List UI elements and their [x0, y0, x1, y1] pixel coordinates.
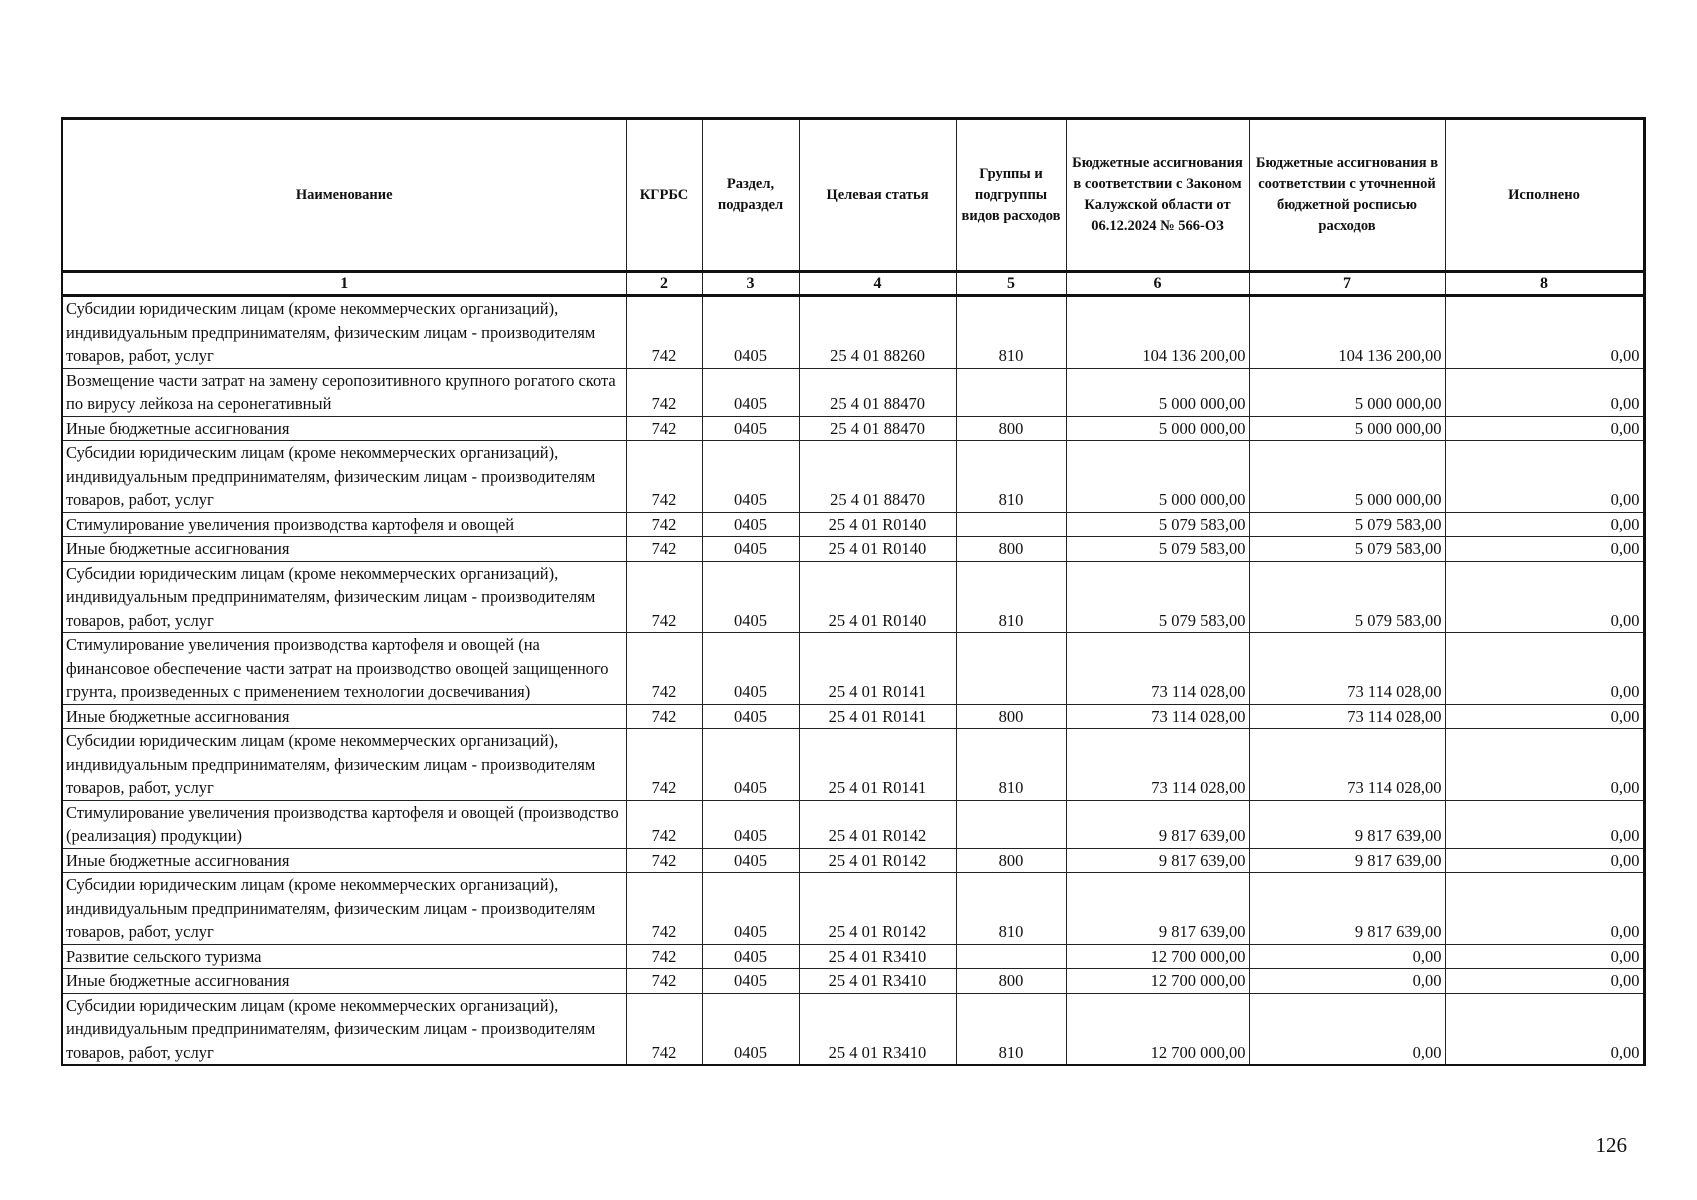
cell-executed-amount: 0,00	[1445, 873, 1644, 945]
header-section: Раздел, подраздел	[702, 119, 799, 272]
table-row	[62, 729, 1644, 801]
cell-refined-amount: 5 000 000,00	[1249, 416, 1445, 441]
column-number: 6	[1066, 272, 1249, 296]
cell-section: 0405	[702, 800, 799, 848]
cell-target: 25 4 01 R0140	[799, 512, 956, 537]
cell-name: Иные бюджетные ассигнования	[62, 416, 626, 441]
cell-law-amount: 5 079 583,00	[1066, 561, 1249, 633]
cell-target: 25 4 01 88470	[799, 441, 956, 513]
header-kgrbs: КГРБС	[626, 119, 702, 272]
table-row	[62, 512, 1644, 537]
table-row	[62, 969, 1644, 994]
cell-executed-amount: 0,00	[1445, 633, 1644, 705]
cell-name: Субсидии юридическим лицам (кроме некоммерческих организаций), индивидуальным предпринимателям, физическим лицам - производителям товаров, работ, услуг	[62, 296, 626, 369]
cell-section: 0405	[702, 368, 799, 416]
cell-executed-amount: 0,00	[1445, 296, 1644, 369]
cell-kgrbs: 742	[626, 416, 702, 441]
cell-executed-amount: 0,00	[1445, 993, 1644, 1065]
cell-name: Субсидии юридическим лицам (кроме некоммерческих организаций), индивидуальным предпринимателям, физическим лицам - производителям товаров, работ, услуг	[62, 441, 626, 513]
cell-target: 25 4 01 88260	[799, 296, 956, 369]
cell-refined-amount: 0,00	[1249, 993, 1445, 1065]
cell-refined-amount: 104 136 200,00	[1249, 296, 1445, 369]
cell-section: 0405	[702, 704, 799, 729]
cell-target: 25 4 01 R0142	[799, 848, 956, 873]
cell-group	[956, 800, 1066, 848]
column-number: 2	[626, 272, 702, 296]
cell-section: 0405	[702, 561, 799, 633]
cell-refined-amount: 9 817 639,00	[1249, 848, 1445, 873]
column-number: 3	[702, 272, 799, 296]
cell-section: 0405	[702, 633, 799, 705]
cell-target: 25 4 01 R0141	[799, 633, 956, 705]
cell-kgrbs: 742	[626, 993, 702, 1065]
cell-executed-amount: 0,00	[1445, 512, 1644, 537]
table-row	[62, 296, 1644, 369]
cell-law-amount: 5 000 000,00	[1066, 368, 1249, 416]
cell-name: Иные бюджетные ассигнования	[62, 848, 626, 873]
header-group: Группы и подгруппы видов расходов	[956, 119, 1066, 272]
cell-law-amount: 5 000 000,00	[1066, 416, 1249, 441]
cell-executed-amount: 0,00	[1445, 441, 1644, 513]
cell-kgrbs: 742	[626, 969, 702, 994]
column-number: 7	[1249, 272, 1445, 296]
cell-name: Стимулирование увеличения производства картофеля и овощей	[62, 512, 626, 537]
cell-refined-amount: 9 817 639,00	[1249, 873, 1445, 945]
page-number: 126	[1595, 1133, 1627, 1157]
cell-refined-amount: 5 000 000,00	[1249, 368, 1445, 416]
cell-name: Возмещение части затрат на замену серопозитивного крупного рогатого скота по вирусу лейкоза на серонегативный	[62, 368, 626, 416]
table-row	[62, 944, 1644, 969]
cell-group: 800	[956, 537, 1066, 562]
cell-kgrbs: 742	[626, 800, 702, 848]
cell-refined-amount: 73 114 028,00	[1249, 704, 1445, 729]
cell-law-amount: 73 114 028,00	[1066, 729, 1249, 801]
cell-refined-amount: 73 114 028,00	[1249, 729, 1445, 801]
cell-kgrbs: 742	[626, 368, 702, 416]
cell-group: 800	[956, 848, 1066, 873]
cell-target: 25 4 01 R3410	[799, 993, 956, 1065]
cell-group: 810	[956, 993, 1066, 1065]
cell-group: 810	[956, 729, 1066, 801]
header-executed: Исполнено	[1445, 119, 1644, 272]
cell-law-amount: 73 114 028,00	[1066, 704, 1249, 729]
cell-kgrbs: 742	[626, 704, 702, 729]
cell-refined-amount: 0,00	[1249, 969, 1445, 994]
cell-law-amount: 5 079 583,00	[1066, 537, 1249, 562]
cell-kgrbs: 742	[626, 512, 702, 537]
cell-kgrbs: 742	[626, 729, 702, 801]
header-refined: Бюджетные ассигнования в соответствии с уточненной бюджетной росписью расходов	[1249, 119, 1445, 272]
table-row	[62, 800, 1644, 848]
cell-group	[956, 944, 1066, 969]
cell-section: 0405	[702, 296, 799, 369]
column-number: 5	[956, 272, 1066, 296]
budget-table	[61, 117, 1646, 1066]
cell-section: 0405	[702, 416, 799, 441]
cell-section: 0405	[702, 873, 799, 945]
cell-kgrbs: 742	[626, 561, 702, 633]
cell-target: 25 4 01 R0142	[799, 873, 956, 945]
cell-section: 0405	[702, 993, 799, 1065]
cell-target: 25 4 01 R0140	[799, 537, 956, 562]
cell-kgrbs: 742	[626, 848, 702, 873]
cell-name: Субсидии юридическим лицам (кроме некоммерческих организаций), индивидуальным предпринимателям, физическим лицам - производителям товаров, работ, услуг	[62, 873, 626, 945]
cell-law-amount: 12 700 000,00	[1066, 993, 1249, 1065]
cell-section: 0405	[702, 512, 799, 537]
cell-target: 25 4 01 88470	[799, 416, 956, 441]
cell-executed-amount: 0,00	[1445, 848, 1644, 873]
cell-target: 25 4 01 R0142	[799, 800, 956, 848]
cell-target: 25 4 01 R0140	[799, 561, 956, 633]
cell-law-amount: 12 700 000,00	[1066, 944, 1249, 969]
cell-name: Стимулирование увеличения производства картофеля и овощей (производство (реализация) продукции)	[62, 800, 626, 848]
cell-section: 0405	[702, 944, 799, 969]
cell-refined-amount: 73 114 028,00	[1249, 633, 1445, 705]
cell-kgrbs: 742	[626, 873, 702, 945]
table-row	[62, 537, 1644, 562]
table-row	[62, 633, 1644, 705]
cell-target: 25 4 01 R3410	[799, 969, 956, 994]
cell-law-amount: 104 136 200,00	[1066, 296, 1249, 369]
cell-refined-amount: 5 079 583,00	[1249, 512, 1445, 537]
header-name: Наименование	[62, 119, 626, 272]
table-row	[62, 848, 1644, 873]
column-number: 4	[799, 272, 956, 296]
cell-group: 810	[956, 561, 1066, 633]
cell-target: 25 4 01 88470	[799, 368, 956, 416]
cell-law-amount: 73 114 028,00	[1066, 633, 1249, 705]
table-column-numbers-row	[62, 272, 1644, 296]
cell-target: 25 4 01 R0141	[799, 704, 956, 729]
cell-target: 25 4 01 R3410	[799, 944, 956, 969]
cell-executed-amount: 0,00	[1445, 537, 1644, 562]
cell-name: Иные бюджетные ассигнования	[62, 537, 626, 562]
cell-executed-amount: 0,00	[1445, 944, 1644, 969]
cell-executed-amount: 0,00	[1445, 729, 1644, 801]
table-row	[62, 704, 1644, 729]
cell-group	[956, 633, 1066, 705]
cell-law-amount: 9 817 639,00	[1066, 848, 1249, 873]
table-body	[62, 296, 1644, 1066]
cell-law-amount: 9 817 639,00	[1066, 800, 1249, 848]
table-row	[62, 441, 1644, 513]
table-row	[62, 873, 1644, 945]
cell-kgrbs: 742	[626, 944, 702, 969]
cell-group: 810	[956, 873, 1066, 945]
cell-name: Субсидии юридическим лицам (кроме некоммерческих организаций), индивидуальным предпринимателям, физическим лицам - производителям товаров, работ, услуг	[62, 729, 626, 801]
cell-executed-amount: 0,00	[1445, 800, 1644, 848]
header-law: Бюджетные ассигнования в соответствии с Законом Калужской области от 06.12.2024 № 566-ОЗ	[1066, 119, 1249, 272]
cell-name: Субсидии юридическим лицам (кроме некоммерческих организаций), индивидуальным предпринимателям, физическим лицам - производителям товаров, работ, услуг	[62, 561, 626, 633]
cell-refined-amount: 9 817 639,00	[1249, 800, 1445, 848]
cell-executed-amount: 0,00	[1445, 561, 1644, 633]
cell-name: Иные бюджетные ассигнования	[62, 969, 626, 994]
cell-kgrbs: 742	[626, 296, 702, 369]
cell-section: 0405	[702, 729, 799, 801]
cell-law-amount: 5 079 583,00	[1066, 512, 1249, 537]
cell-name: Развитие сельского туризма	[62, 944, 626, 969]
cell-refined-amount: 0,00	[1249, 944, 1445, 969]
cell-section: 0405	[702, 441, 799, 513]
cell-group: 800	[956, 416, 1066, 441]
cell-group	[956, 368, 1066, 416]
cell-section: 0405	[702, 969, 799, 994]
cell-section: 0405	[702, 848, 799, 873]
cell-name: Субсидии юридическим лицам (кроме некоммерческих организаций), индивидуальным предпринимателям, физическим лицам - производителям товаров, работ, услуг	[62, 993, 626, 1065]
column-number: 8	[1445, 272, 1644, 296]
table-row	[62, 368, 1644, 416]
cell-law-amount: 9 817 639,00	[1066, 873, 1249, 945]
cell-executed-amount: 0,00	[1445, 368, 1644, 416]
cell-executed-amount: 0,00	[1445, 416, 1644, 441]
cell-group: 810	[956, 441, 1066, 513]
cell-kgrbs: 742	[626, 537, 702, 562]
cell-target: 25 4 01 R0141	[799, 729, 956, 801]
cell-refined-amount: 5 000 000,00	[1249, 441, 1445, 513]
table-header-row	[62, 119, 1644, 272]
cell-group	[956, 512, 1066, 537]
cell-kgrbs: 742	[626, 441, 702, 513]
table-row	[62, 993, 1644, 1065]
table-row	[62, 416, 1644, 441]
header-target: Целевая статья	[799, 119, 956, 272]
cell-refined-amount: 5 079 583,00	[1249, 537, 1445, 562]
cell-group: 810	[956, 296, 1066, 369]
cell-refined-amount: 5 079 583,00	[1249, 561, 1445, 633]
cell-name: Иные бюджетные ассигнования	[62, 704, 626, 729]
column-number: 1	[62, 272, 626, 296]
cell-executed-amount: 0,00	[1445, 969, 1644, 994]
table-row	[62, 561, 1644, 633]
cell-executed-amount: 0,00	[1445, 704, 1644, 729]
cell-section: 0405	[702, 537, 799, 562]
cell-law-amount: 5 000 000,00	[1066, 441, 1249, 513]
cell-group: 800	[956, 704, 1066, 729]
cell-law-amount: 12 700 000,00	[1066, 969, 1249, 994]
cell-kgrbs: 742	[626, 633, 702, 705]
cell-group: 800	[956, 969, 1066, 994]
cell-name: Стимулирование увеличения производства картофеля и овощей (на финансовое обеспечение части затрат на производство овощей защищенного грунта, произведенных с применением технологии досвечивания)	[62, 633, 626, 705]
